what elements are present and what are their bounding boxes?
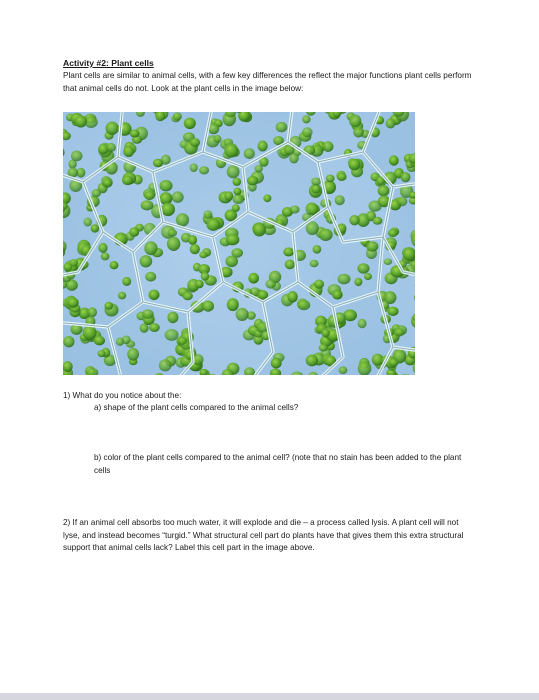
- activity-title: Activity #2: Plant cells: [63, 58, 154, 68]
- question-2: 2) If an animal cell absorbs too much water, it will explode and die – a process called lysis. A plant cell will not lyse, and instead becomes “turgid.” What structural cell part do plants have that gives them this extra structural support that animal cells lack? Label this cell part in the image above.: [63, 518, 464, 552]
- bottom-scroll-edge: [0, 693, 539, 700]
- question-1a: a) shape of the plant cells compared to the animal cells?: [94, 403, 299, 412]
- plant-cells-micrograph: [63, 112, 415, 375]
- intro-paragraph: Plant cells are similar to animal cells, with a few key differences the reflect the major functions plant cells perform that animal cells do not. Look at the plant cells in the image below:: [63, 71, 472, 93]
- question-1: 1) What do you notice about the:: [63, 391, 182, 400]
- question-1b: b) color of the plant cells compared to the animal cell? (note that no stain has been added to the plant cells: [94, 453, 462, 475]
